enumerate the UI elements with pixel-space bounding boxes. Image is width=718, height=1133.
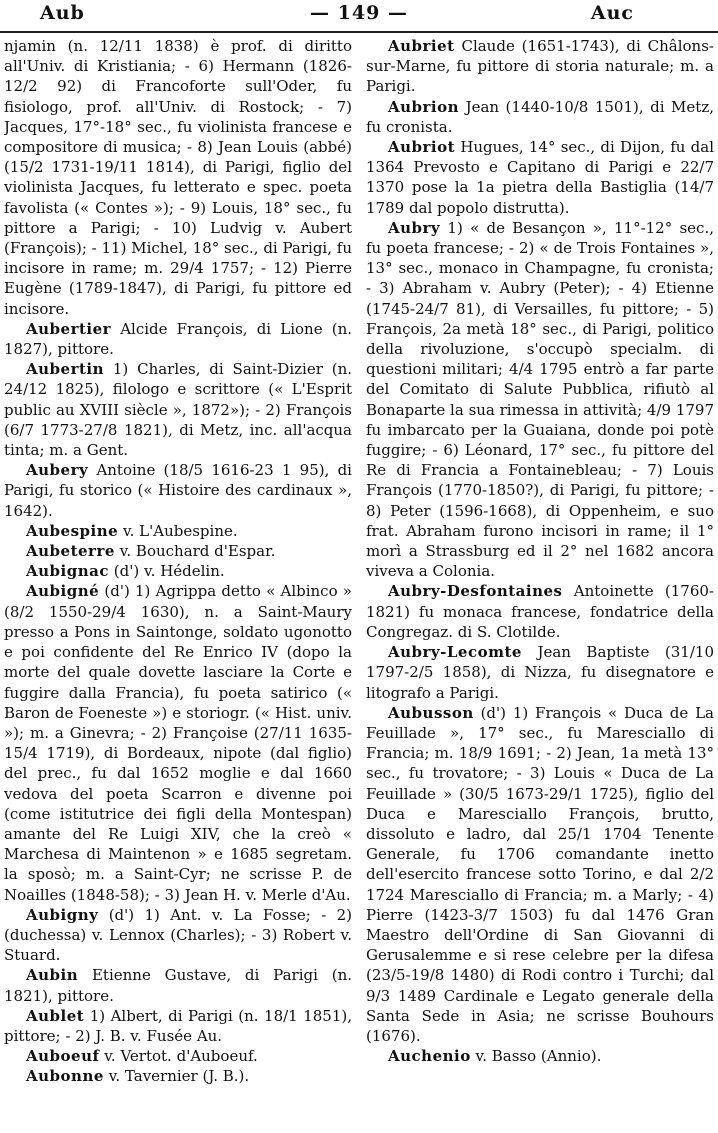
dictionary-entry — [4, 460, 352, 521]
entry-text: v. Bouchard d'Espar. — [119, 542, 276, 561]
entry-headword: Aubriot — [388, 138, 456, 157]
entry-text: 1) Albert, di Parigi (n. 18/1 1851), pittore; - 2) J. B. v. Fusée Au. — [4, 1006, 352, 1045]
entry-headword: Aubertin — [26, 360, 105, 379]
entry-headword: Aubusson — [388, 703, 474, 722]
entry-text: 1) Charles, di Saint-Dizier (n. 24/12 1825), filologo e scrittore (« L'Esprit public au XVIII siècle », 1872»); - 2) François (6/7 1773-27/8 1821), di Metz, inc. all'acqua tinta; m. a Gent. — [4, 360, 352, 460]
entry-text: (d') 1) Ant. v. La Fosse; - 2) (duchessa) v. Lennox (Charles); - 3) Robert v. Stuard. — [4, 905, 353, 965]
dictionary-entry — [4, 541, 352, 561]
dictionary-entry — [4, 581, 352, 904]
entry-headword: Auboeuf — [26, 1047, 100, 1066]
entry-text: v. Tavernier (J. B.). — [108, 1067, 250, 1086]
entry-text: (d') 1) François « Duca de La Feuillade », 17° sec., fu Maresciallo di Francia; m. 18/9 1691; - 2) Jean, 1a metà 13° sec., fu trovatore; - 3) Louis « Duca de La Feuillade » (30/5 1673-29/1 1725), figlio del Duca e Maresciallo François, brutto, dissoluto e ladro, dal 25/1 1704 Tenente Generale, fu 1706 comandante inetto dell'esercito francese sotto Torino, e dal 2/2 1724 Maresciallo di Francia; m. a Marly; - 4) Pierre (1423-3/7 1503) fu dal 1476 Gran Maestro dell'Ordine di San Giovanni di Gerusalemme e si rese celebre per la difesa (23/5-19/8 1480) di Rodi contro i Turchi; dal 9/3 1489 Cardinale e Legato generale della Santa Sede in Asia; ne scrisse Bouhours (1676). — [366, 703, 714, 1045]
entry-text: Antoine (18/5 1616-23 1 95), di Parigi, fu storico (« Histoire des cardinaux », 1642). — [4, 461, 352, 520]
dictionary-entry — [4, 1006, 352, 1046]
entry-text: Claude (1651-1743), di Châlons-sur-Marne, fu pittore di storia naturale; m. a Parigi. — [366, 37, 714, 96]
entry-headword: Aubignac — [26, 562, 109, 581]
dictionary-entry — [4, 1066, 352, 1086]
dictionary-entry — [4, 36, 352, 319]
entry-text: Hugues, 14° sec., di Dijon, fu dal 1364 Prevosto e Capitano di Parigi e 22/7 1370 pose la 1a pietra della Bastiglia (14/7 1789 dal popolo distrutta). — [366, 138, 714, 217]
dictionary-entry — [366, 642, 714, 703]
entry-text: Jean (1440-10/8 1501), di Metz, fu cronista. — [366, 97, 714, 136]
dictionary-entry — [4, 521, 352, 541]
entry-text: (d') v. Hédelin. — [113, 562, 225, 581]
dictionary-entry — [4, 319, 352, 359]
left-column — [4, 36, 360, 1087]
entry-headword: Aubigny — [26, 905, 99, 924]
entry-headword: Aubriet — [388, 37, 455, 55]
dictionary-entry — [4, 905, 352, 966]
dictionary-entry — [366, 218, 714, 582]
entry-text: v. Basso (Annio). — [475, 1047, 602, 1066]
entry-text: Alcide François, di Lione (n. 1827), pittore. — [4, 319, 352, 359]
dictionary-entry — [4, 965, 352, 1005]
entry-text: Jean Baptiste (31/10 1797-2/5 1858), di Nizza, fu disegnatore e litografo a Parigi. — [366, 643, 714, 702]
page-header — [0, 0, 718, 36]
dictionary-entry — [366, 581, 714, 642]
dictionary-entry — [366, 137, 714, 218]
entry-text: Antoinette (1760-1821) fu monaca francese, fondatrice della Congregaz. di S. Clotilde. — [366, 582, 714, 641]
page-number: — 149 — — [310, 2, 408, 24]
right-column — [360, 36, 714, 1087]
entry-headword: Aubrion — [388, 97, 460, 116]
dictionary-entry — [366, 1046, 714, 1066]
running-head-left: Aub — [40, 2, 85, 24]
entry-headword: Aubespine — [26, 521, 119, 540]
dictionary-entry — [366, 703, 714, 1046]
dictionary-entry — [4, 561, 352, 581]
entry-headword: Aubry-Desfontaines — [388, 582, 563, 601]
entry-headword: Aubeterre — [26, 542, 115, 561]
entry-text: njamin (n. 12/11 1838) è prof. di diritto all'Univ. di Kristiania; - 6) Hermann (1826-12/2 92) di Francoforte sull'Oder, fu fisiologo, prof. all'Univ. di Rostock; - 7) Jacques, 17°-18° sec., fu violinista francese e compositore di musica; - 8) Jean Louis (abbé) (15/2 1731-19/11 1814), di Parigi, figlio del violinista Jacques, fu letterato e spec. poeta favolista (« Contes »); - 9) Louis, 18° sec., fu pittore a Parigi; - 10) Ludvig v. Aubert (François); - 11) Michel, 18° sec., di Parigi, fu incisore in rame; m. 29/4 1757; - 12) Pierre Eugène (1789-1847), di Parigi, fu pittore ed incisore. — [4, 37, 352, 318]
entry-headword: Aublet — [26, 1006, 85, 1025]
text-columns — [0, 36, 718, 1087]
header-rule — [0, 31, 718, 33]
entry-headword: Aubonne — [26, 1067, 104, 1086]
entry-headword: Aubigné — [26, 582, 100, 601]
entry-text: (d') 1) Agrippa detto « Albinco » (8/2 1550-29/4 1630), n. a Saint-Maury presso a Pons in Saintonge, soldato ugonotto e poi confidente del Re Enrico IV (dopo la morte del quale dovette lasciare la Corte e fuggire dalla Francia), fu poeta satirico (« Baron de Foeneste ») e storiogr. (« Hist. univ. »); m. a Ginevra; - 2) Françoise (27/11 1635-15/4 1719), di Bordeaux, nipote (dal figlio) del prec., fu dal 1652 moglie e dal 1660 vedova del poeta Scarron e divenne poi (come istitutrice dei figli della Montespan) amante del Re Luigi XIV, che la creò « Marchesa di Maintenon » e 1685 segretam. la sposò; m. a Saint-Cyr; ne scrisse P. de Noailles (1848-58); - 3) Jean H. v. Merle d'Au. — [4, 582, 352, 904]
entry-headword: Aubry-Lecomte — [388, 643, 522, 662]
dictionary-entry — [366, 97, 714, 137]
dictionary-entry — [4, 359, 352, 460]
running-head-right: Auc — [590, 2, 634, 24]
entry-text: 1) « de Besançon », 11°-12° sec., fu poeta francese; - 2) « de Trois Fontaines », 13° sec., monaco in Champagne, fu cronista; - 3) Abraham v. Aubry (Peter); - 4) Etienne (1745-24/7 81), di Versailles, fu pittore; - 5) François, 2a metà 18° sec., di Parigi, politico della rivoluzione, s'occupò specialm. di questioni militari; 4/4 1795 entrò a far parte del Comitato di Salute Pubblica, rifiutò al Bonaparte la sua rimessa in attività; 4/9 1797 fu imbarcato per la Guaiana, donde poi potè fuggire; - 6) Léonard, 17° sec., fu pittore del Re di Francia a Fontainebleau; - 7) Louis François (1770-1850?), di Parigi, fu pittore; - 8) Peter (1596-1668), di Oppenheim, e suo frat. Abraham furono incisori in rame; il 1° morì a Strassburg ed il 2° nel 1682 ancora viveva a Colonia. — [366, 218, 714, 581]
entry-headword: Aubertier — [26, 319, 112, 338]
entry-headword: Aubry — [388, 218, 441, 237]
entry-text: Etienne Gustave, di Parigi (n. 1821), pittore. — [4, 966, 352, 1005]
entry-text: v. L'Aubespine. — [122, 521, 238, 540]
entry-headword: Auchenio — [388, 1047, 471, 1066]
dictionary-entry — [4, 1046, 352, 1066]
entry-headword: Aubin — [26, 966, 79, 985]
entry-text: v. Vertot. d'Auboeuf. — [104, 1047, 258, 1066]
dictionary-entry — [366, 36, 714, 97]
entry-headword: Aubery — [26, 461, 89, 480]
